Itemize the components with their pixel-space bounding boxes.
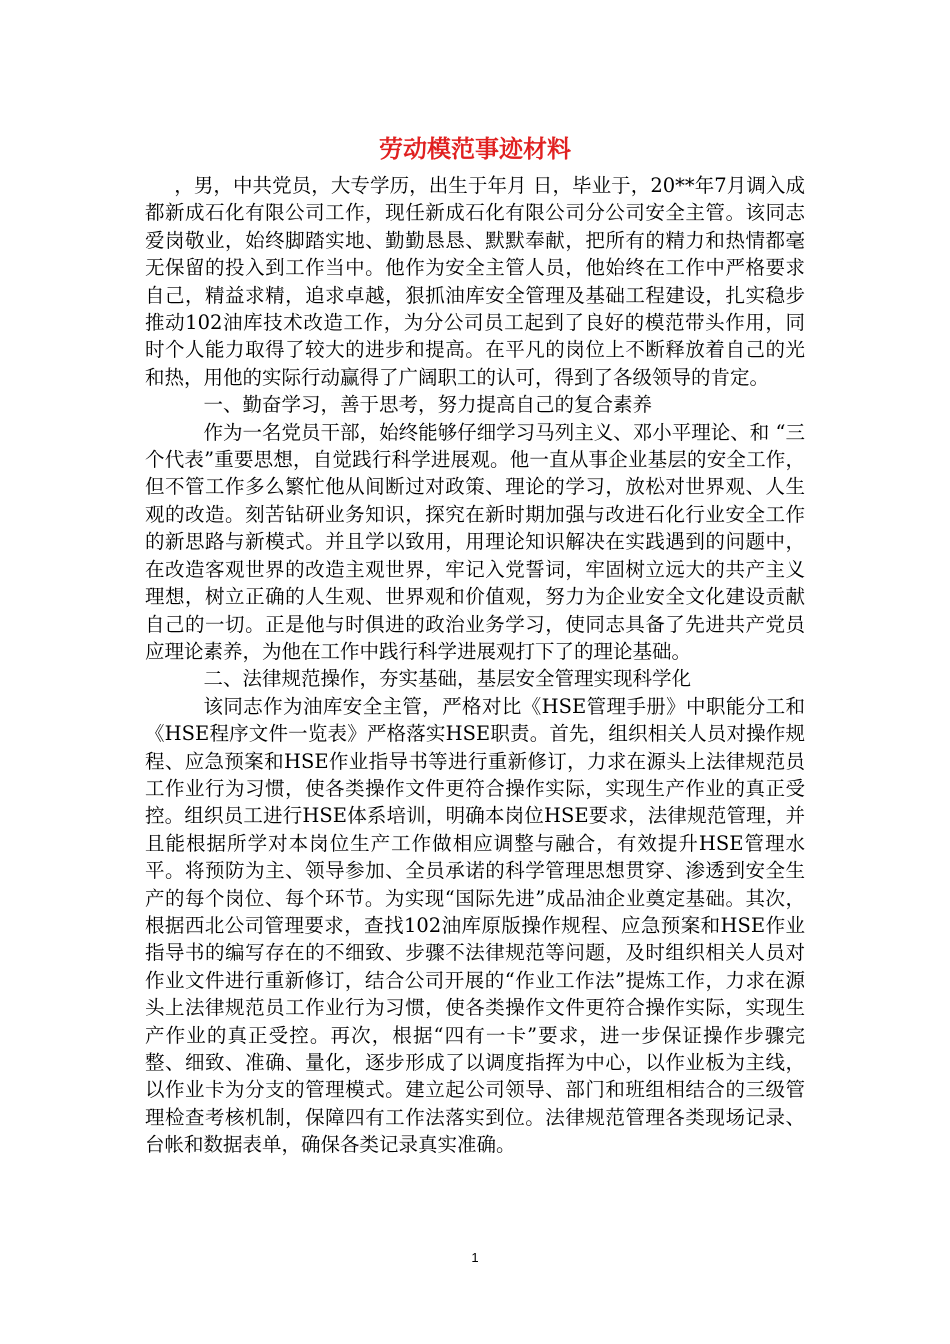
section-heading-1: 一、勤奋学习，善于思考，努力提高自己的复合素养 xyxy=(203,393,653,417)
section-2-paragraph: 该同志作为油库安全主管，严格对比《HSE管理手册》中职能分工和《HSE程序文件一览表》严格落实HSE职责。首先，组织相关人员对操作规程、应急预案和HSE作业指导书等进行重新修订，力求在源头上法律规范员工作业行为习惯，使各类操作文件更符合操作实际，实现生产作业的真正受控。组织员工进行HSE体系培训，明确本岗位HSE要求，法律规范管理，并且能根据所学对本岗位生产工作做相应调整与融合，有效提升HSE管理水平。将预防为主、领导参加、全员承诺的科学管理思想贯穿、渗透到安全生产的每个岗位、每个环节。为实现“国际先进”成品油企业奠定基础。其次，根据西北公司管理要求，查找102油库原版操作规程、应急预案和HSE作业指导书的编写存在的不细致、步骤不法律规范等问题，及时组织相关人员对作业文件进行重新修订，结合公司开展的“作业工作法”提炼工作，力求在源头上法律规范员工作业行为习惯，使各类操作文件更符合操作实际，实现生产作业的真正受控。再次，根据“四有一卡”要求，进一步保证操作步骤完整、细致、准确、量化，逐步形成了以调度指挥为中心，以作业板为主线，以作业卡为分支的管理模式。建立起公司领导、部门和班组相结合的三级管理检查考核机制，保障四有工作法落实到位。法律规范管理各类现场记录、台帐和数据表单，确保各类记录真实准确。 xyxy=(145,694,805,1157)
page-number: 1 xyxy=(471,1250,479,1265)
section-heading-2: 二、法律规范操作，夯实基础，基层安全管理实现科学化 xyxy=(203,667,692,691)
section-1-paragraph: 作为一名党员干部，始终能够仔细学习马列主义、邓小平理论、和 “三个代表”重要思想，自觉践行科学进展观。他一直从事企业基层的安全工作，但不管工作多么繁忙他从间断过对政策、理论的学习，放松对世界观、人生观的改造。刻苦钻研业务知识，探究在新时期加强与改进石化行业安全工作的新思路与新模式。并且学以致用，用理论知识解决在实践遇到的问题中，在改造客观世界的改造主观世界，牢记入党誓词，牢固树立远大的共产主义理想，树立正确的人生观、世界观和价值观，努力为企业安全文化建设贡献自己的一切。正是他与时俱进的政治业务学习，使同志具备了先进共产党员应理论素养，为他在工作中践行科学进展观打下了的理论基础。 xyxy=(145,420,805,663)
document-title: 劳动模范事迹材料 xyxy=(379,134,571,163)
document-body xyxy=(145,172,805,1159)
intro-paragraph: ，男，中共党员，大专学历，出生于年月 日，毕业于，20**年7月调入成都新成石化有限公司工作，现任新成石化有限公司分公司安全主管。该同志爱岗敬业，始终脚踏实地、勤勤恳恳、默默奉献，把所有的精力和热情都毫无保留的投入到工作当中。他作为安全主管人员，他始终在工作中严格要求自己，精益求精，追求卓越，狠抓油库安全管理及基础工程建设，扎实稳步推动102油库技术改造工作，为分公司员工起到了良好的模范带头作用，同时个人能力取得了较大的进步和提高。在平凡的岗位上不断释放着自己的光和热，用他的实际行动赢得了广阔职工的认可，得到了各级领导的肯定。 xyxy=(145,174,805,389)
